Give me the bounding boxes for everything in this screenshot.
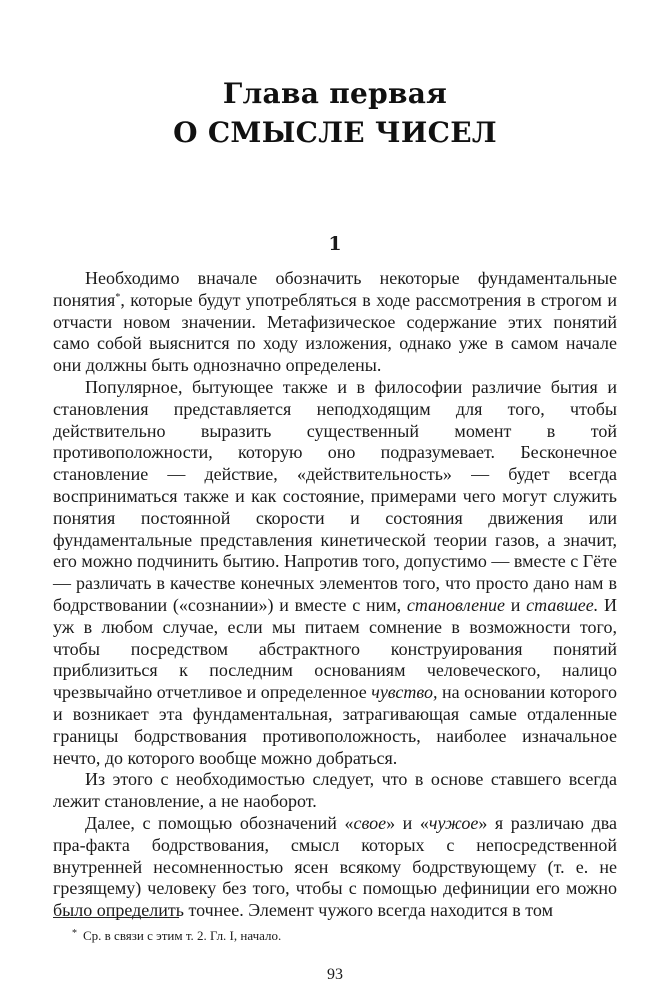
paragraph-3: Из этого с необходимостью следует, что в основе ставшего всегда лежит становление, а не наоборот. (53, 769, 617, 812)
paragraph-2 (53, 377, 617, 769)
body-text (53, 268, 617, 922)
footnote (72, 926, 281, 944)
paragraph-2-text-b: и (505, 594, 527, 615)
emphasis-own: свое (353, 812, 387, 833)
footnote-text: Ср. в связи с этим т. 2. Гл. I, начало. (83, 928, 282, 943)
paragraph-1-text-a: Необходимо вначале обозначить некоторые фундаментальные понятия (53, 268, 617, 310)
footnote-mark: * (72, 928, 77, 939)
footnote-reference: * (115, 291, 121, 303)
emphasis-alien: чужое (428, 812, 479, 833)
paragraph-1-text-b: , которые будут употребляться в ходе рассмотрения в строгом и отчасти новом значении. Метафизическое содержание этих понятий само собой выяснится по ходу изложения, однако уже в самом начале они должны быть однозначно определены. (53, 289, 617, 376)
footnote-divider (53, 917, 179, 918)
page-number: 93 (327, 966, 343, 983)
paragraph-2-text-d: на основании которого и возникает эта фундаментальная, затрагивающая самые отдаленные границы бодрствования противоположность, наиболее изначальное нечто, до которого вообще можно добраться. (53, 682, 617, 768)
emphasis-becoming: становление (406, 594, 506, 615)
paragraph-4 (53, 813, 617, 922)
paragraph-4-text-b: » и « (386, 812, 429, 833)
paragraph-4-text-a: Далее, с помощью обозначений « (85, 812, 354, 833)
section-number: 1 (328, 233, 342, 255)
chapter-title: Глава первая (222, 77, 448, 110)
chapter-heading (0, 76, 670, 151)
emphasis-feeling: чувство, (371, 682, 438, 703)
paragraph-1 (53, 268, 617, 377)
emphasis-become: ставшее. (526, 594, 599, 615)
paragraph-2-text-c: И уж в любом случае, если мы питаем сомнение в возможности того, чтобы посредством абстрактного конструирования понятий приблизиться к последним основаниям человеческого, налицо чрезвычайно отчетливое и определенное (53, 594, 618, 703)
paragraph-2-text-a: Популярное, бытующее также и в философии различие бытия и становления представляется неподходящим для того, чтобы действительно выразить существенный момент в той противоположности, которую оно подразумевает. Бесконечное становление — действие, «действительность» — будет всегда восприниматься также и как состояние, примерами чего могут служить понятия постоянной скорости и состояния движения или фундаментальные представления кинетической теории газов, а значит, его можно подчинить бытию. Напротив того, допустимо — вместе с Гёте — различать в качестве конечных элементов того, что просто дано нам в бодрствовании («сознании») и вместе с ним, (53, 376, 617, 615)
paragraph-4-text-c: » я различаю два пра-факта бодрствования, смысл которых с непосредственной внутренней несомненностью ясен всякому бодрствующему (т. е. не грезящему) человеку без того, чтобы с помощью дефиниции его можно было определить точнее. Элемент чужого всегда находится в том (53, 812, 617, 921)
chapter-subtitle: О СМЫСЛЕ ЧИСЕЛ (173, 116, 497, 149)
